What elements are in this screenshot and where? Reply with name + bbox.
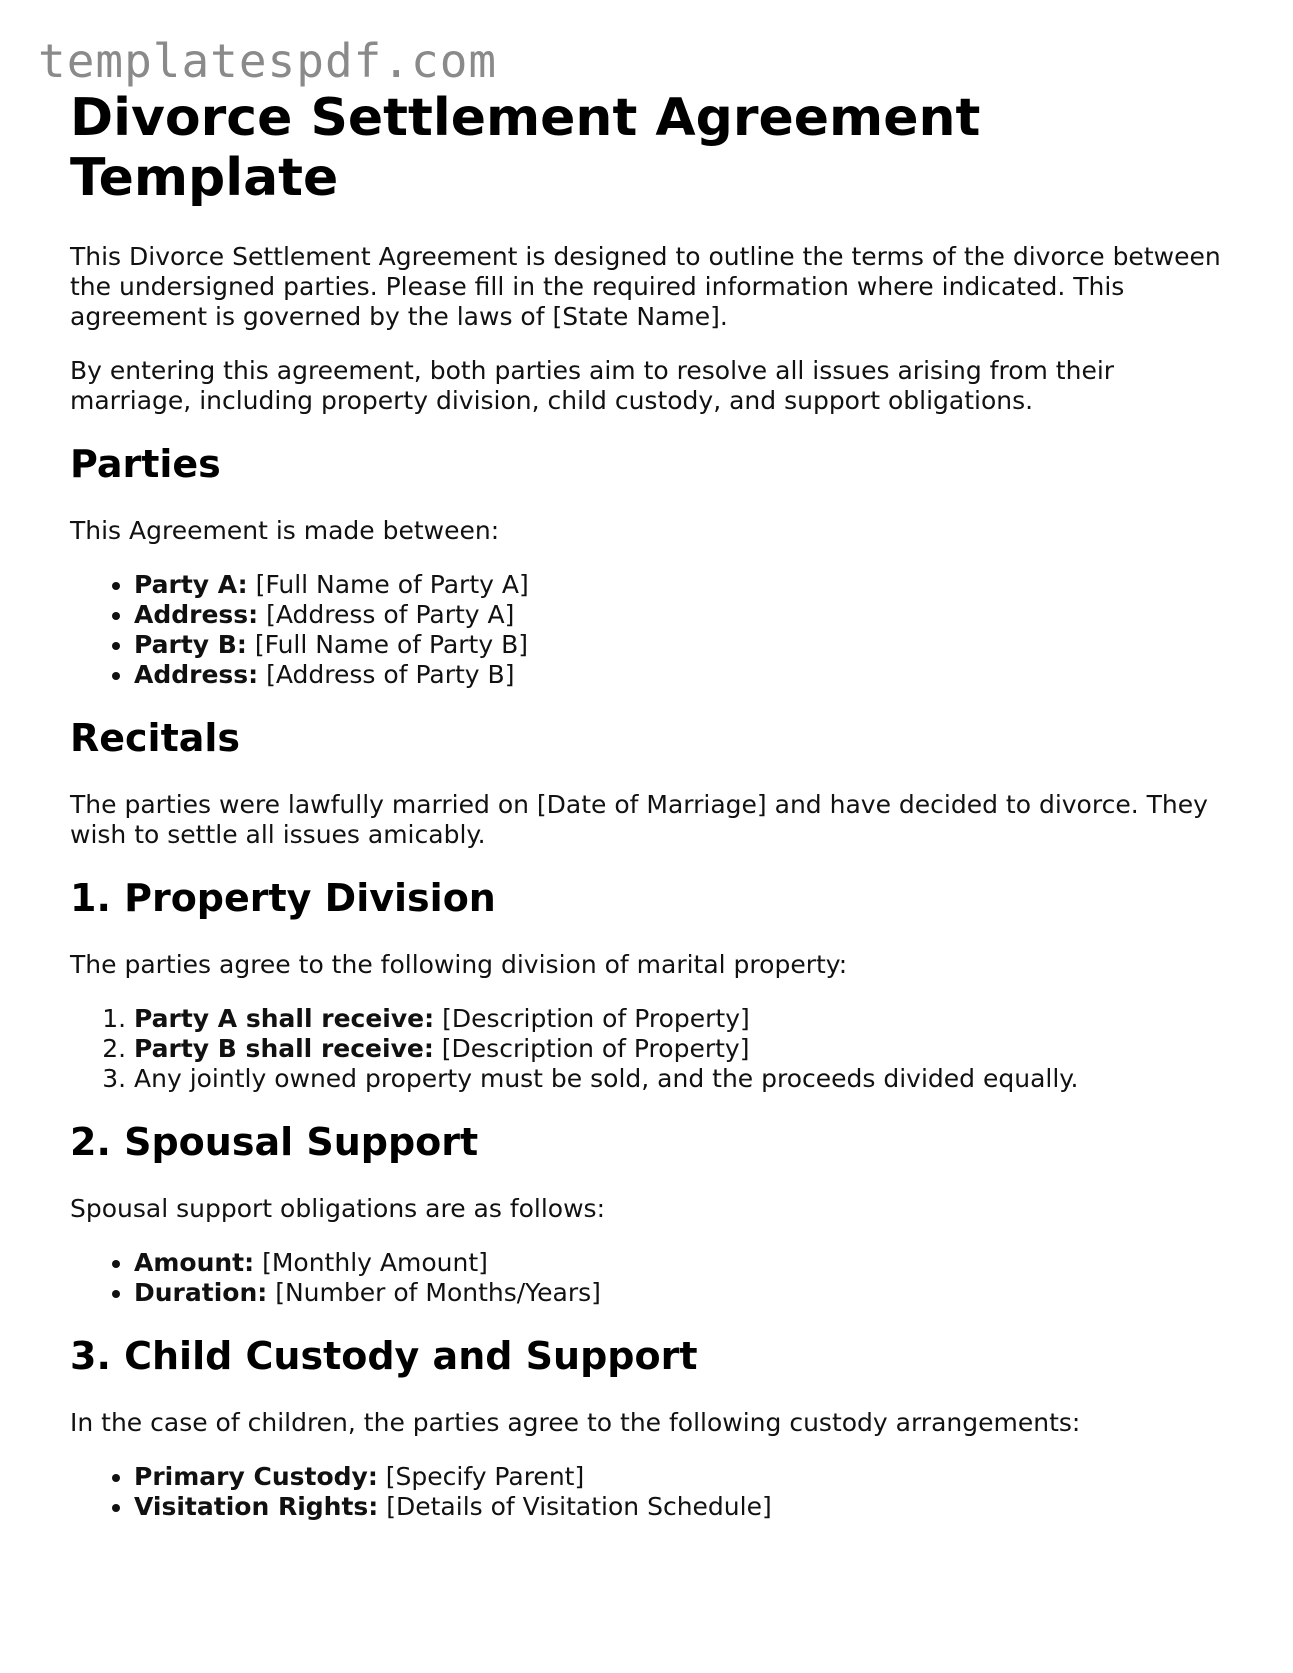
item-value: [Full Name of Party B] <box>254 630 529 659</box>
item-value: [Description of Property] <box>442 1004 750 1033</box>
list-item <box>134 660 1230 690</box>
item-value: [Address of Party A] <box>266 600 515 629</box>
item-label: Party B shall receive: <box>134 1034 434 1063</box>
parties-text: This Agreement is made between: <box>70 516 500 545</box>
list-item <box>134 1462 1230 1492</box>
item-value: [Number of Months/Years] <box>275 1278 601 1307</box>
recitals-text: The parties were lawfully married on [Date of Marriage] and have decided to divorce. They wish to settle all issues amicably. <box>70 790 1208 849</box>
list-item <box>134 600 1230 630</box>
list-item <box>134 630 1230 660</box>
item-label: Address: <box>134 660 259 689</box>
watermark: templatespdf.com <box>38 34 498 88</box>
spousal-text: Spousal support obligations are as follows: <box>70 1194 605 1223</box>
intro-paragraph: This Divorce Settlement Agreement is designed to outline the terms of the divorce between the undersigned parties. Please fill in the required information where indicated. This agreement is governed by the laws of [State Name]. <box>70 242 1221 331</box>
item-label: Visitation Rights: <box>134 1492 379 1521</box>
intro-paragraph: By entering this agreement, both parties aim to resolve all issues arising from their marriage, including property division, child custody, and support obligations. <box>70 356 1115 415</box>
spousal-list <box>70 1248 1230 1308</box>
list-item <box>134 1004 1230 1034</box>
recitals-heading: Recitals <box>70 716 241 760</box>
list-item <box>134 1278 1230 1308</box>
item-value: [Monthly Amount] <box>262 1248 488 1277</box>
parties-list <box>70 570 1230 690</box>
list-item <box>134 1248 1230 1278</box>
list-item <box>134 1034 1230 1064</box>
document-title: Divorce Settlement Agreement Template <box>70 88 981 208</box>
list-item <box>134 570 1230 600</box>
property-list <box>70 1004 1230 1094</box>
custody-list <box>70 1462 1230 1522</box>
custody-text: In the case of children, the parties agree to the following custody arrangements: <box>70 1408 1081 1437</box>
item-value: [Description of Property] <box>441 1034 750 1063</box>
item-value: Any jointly owned property must be sold, and the proceeds divided equally. <box>134 1064 1079 1093</box>
document <box>70 88 1230 1546</box>
item-value: [Full Name of Party A] <box>255 570 529 599</box>
item-label: Duration: <box>134 1278 268 1307</box>
item-value: [Specify Parent] <box>385 1462 585 1491</box>
parties-heading: Parties <box>70 442 221 486</box>
list-item <box>134 1492 1230 1522</box>
property-heading: 1. Property Division <box>70 876 496 920</box>
item-label: Party B: <box>134 630 247 659</box>
spousal-heading: 2. Spousal Support <box>70 1120 479 1164</box>
item-label: Party A: <box>134 570 248 599</box>
item-label: Amount: <box>134 1248 255 1277</box>
item-label: Primary Custody: <box>134 1462 378 1491</box>
item-label: Address: <box>134 600 259 629</box>
property-text: The parties agree to the following division of marital property: <box>70 950 848 979</box>
custody-heading: 3. Child Custody and Support <box>70 1334 698 1378</box>
item-value: [Details of Visitation Schedule] <box>386 1492 772 1521</box>
item-value: [Address of Party B] <box>266 660 515 689</box>
item-label: Party A shall receive: <box>134 1004 435 1033</box>
list-item <box>134 1064 1230 1094</box>
